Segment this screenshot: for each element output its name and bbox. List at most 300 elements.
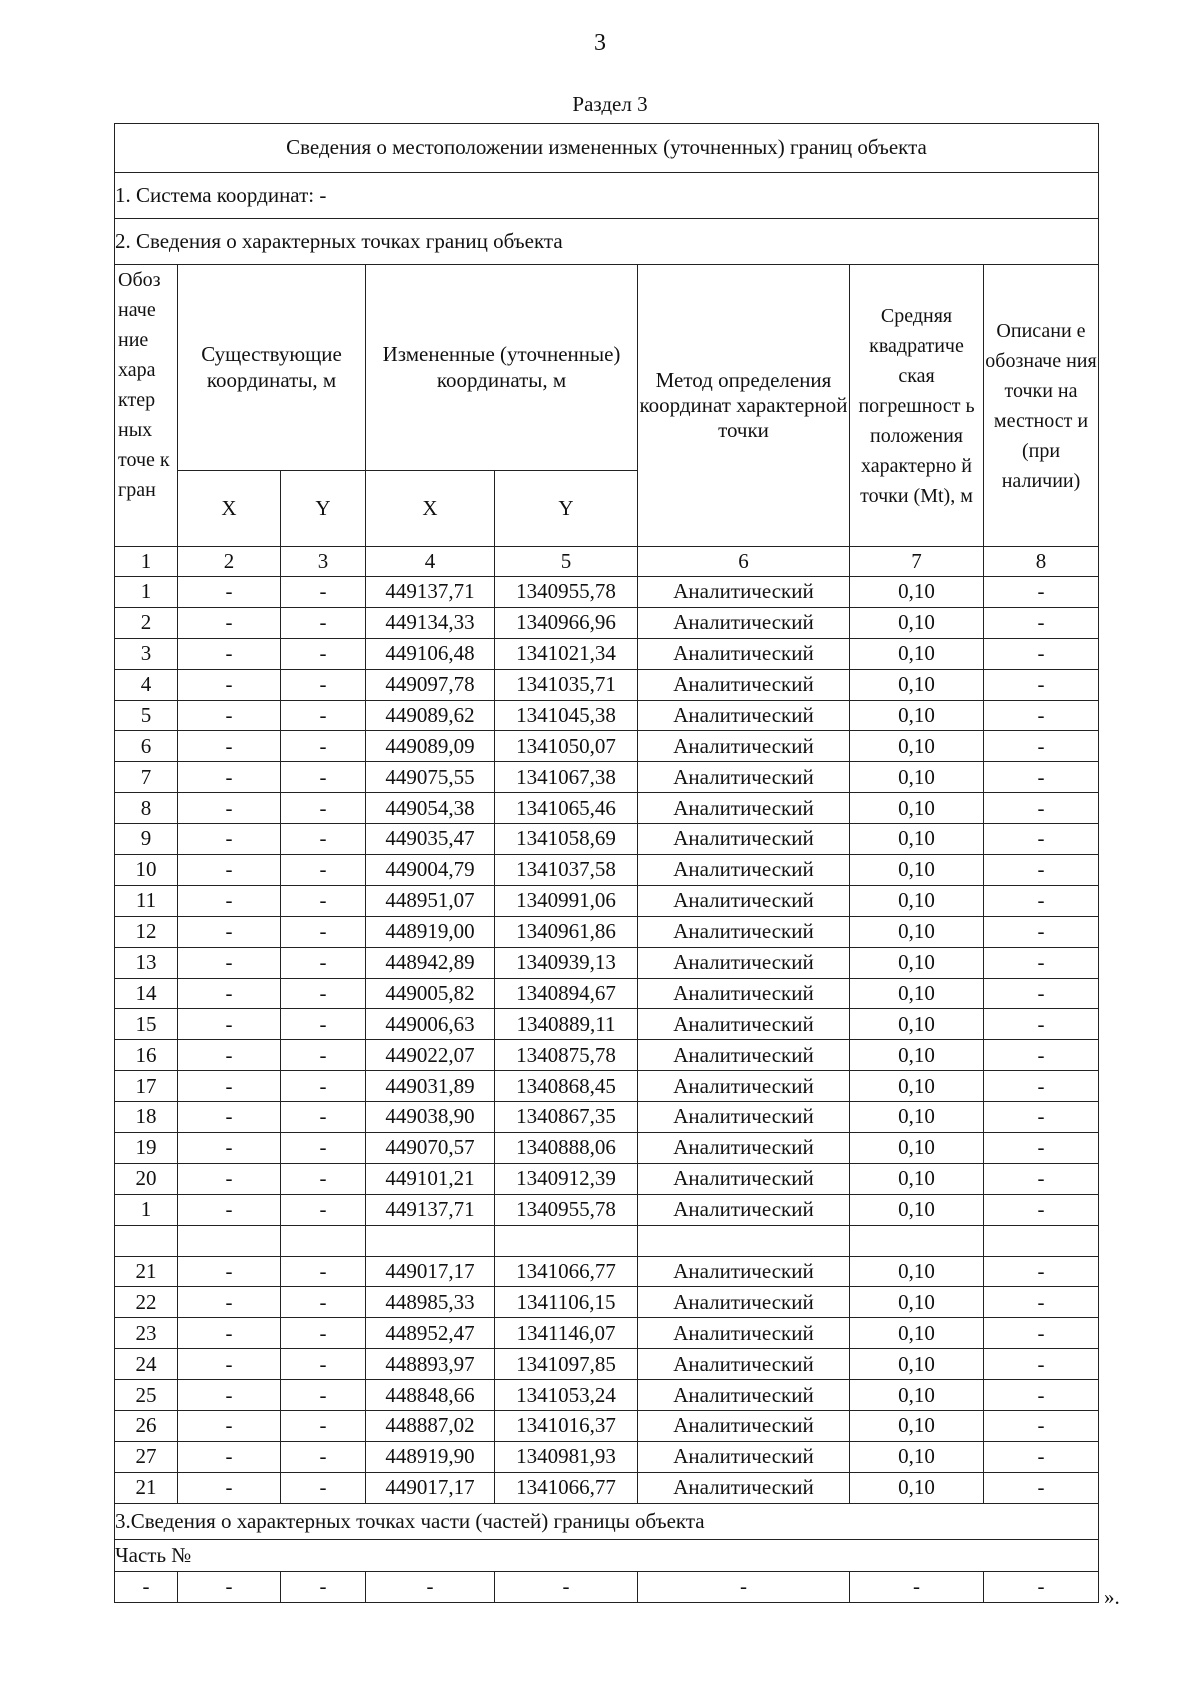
table-cell: 449097,78 bbox=[366, 669, 495, 700]
table-cell: Аналитический bbox=[638, 1287, 850, 1318]
table-cell: Аналитический bbox=[638, 1194, 850, 1225]
table-cell: - bbox=[178, 700, 281, 731]
table-cell: - bbox=[281, 1194, 366, 1225]
table-cell: - bbox=[984, 855, 1099, 886]
table-cell: - bbox=[281, 669, 366, 700]
parts-cell: - bbox=[638, 1571, 850, 1602]
table-cell: 1340955,78 bbox=[495, 577, 638, 608]
table-cell: - bbox=[984, 1040, 1099, 1071]
table-cell: 0,10 bbox=[850, 762, 984, 793]
table-cell: 15 bbox=[115, 1009, 178, 1040]
table-cell: 1341035,71 bbox=[495, 669, 638, 700]
table-cell: 449134,33 bbox=[366, 607, 495, 638]
table-cell: - bbox=[984, 978, 1099, 1009]
table-row bbox=[115, 793, 1099, 824]
table-cell: - bbox=[178, 1411, 281, 1442]
table-row bbox=[115, 669, 1099, 700]
table-cell: Аналитический bbox=[638, 1472, 850, 1503]
table-cell: 18 bbox=[115, 1102, 178, 1133]
table-cell: - bbox=[178, 978, 281, 1009]
table-cell: 0,10 bbox=[850, 1071, 984, 1102]
table-cell: 5 bbox=[115, 700, 178, 731]
table-cell: - bbox=[281, 731, 366, 762]
table-cell: 448952,47 bbox=[366, 1318, 495, 1349]
table-cell: 449022,07 bbox=[366, 1040, 495, 1071]
table-cell: - bbox=[281, 885, 366, 916]
table-cell: 1341106,15 bbox=[495, 1287, 638, 1318]
table-cell: Аналитический bbox=[638, 1411, 850, 1442]
table-cell: - bbox=[984, 1349, 1099, 1380]
table-cell: 0,10 bbox=[850, 947, 984, 978]
table-row bbox=[115, 1040, 1099, 1071]
table-row bbox=[115, 1256, 1099, 1287]
table-cell: - bbox=[178, 916, 281, 947]
table-cell: 7 bbox=[115, 762, 178, 793]
table-row bbox=[115, 1071, 1099, 1102]
table-cell: - bbox=[984, 731, 1099, 762]
table-cell: Аналитический bbox=[638, 669, 850, 700]
parts-cell: - bbox=[850, 1571, 984, 1602]
col-number: 8 bbox=[984, 547, 1099, 577]
table-cell: 0,10 bbox=[850, 1349, 984, 1380]
table-cell: 0,10 bbox=[850, 824, 984, 855]
table-row bbox=[115, 1225, 1099, 1256]
header-x-existing: X bbox=[178, 471, 281, 547]
col-number: 5 bbox=[495, 547, 638, 577]
table-cell: - bbox=[984, 1133, 1099, 1164]
table-row bbox=[115, 1380, 1099, 1411]
table-cell: - bbox=[281, 607, 366, 638]
table-cell: 0,10 bbox=[850, 1040, 984, 1071]
table-cell: - bbox=[984, 762, 1099, 793]
table-cell: 0,10 bbox=[850, 638, 984, 669]
table-cell: 1340981,93 bbox=[495, 1441, 638, 1472]
table-cell: 0,10 bbox=[850, 1441, 984, 1472]
table-cell: 1 bbox=[115, 577, 178, 608]
table-cell bbox=[281, 1225, 366, 1256]
table-cell: - bbox=[984, 1318, 1099, 1349]
table-cell: 448951,07 bbox=[366, 885, 495, 916]
table-cell: 1340888,06 bbox=[495, 1133, 638, 1164]
table-cell: 449035,47 bbox=[366, 824, 495, 855]
table-cell: Аналитический bbox=[638, 947, 850, 978]
table-row bbox=[115, 700, 1099, 731]
table-cell: 0,10 bbox=[850, 916, 984, 947]
table-cell: 1341050,07 bbox=[495, 731, 638, 762]
table-cell: 0,10 bbox=[850, 1009, 984, 1040]
table-cell: - bbox=[984, 700, 1099, 731]
table-cell: - bbox=[984, 638, 1099, 669]
table-cell: 449101,21 bbox=[366, 1163, 495, 1194]
table-cell: 0,10 bbox=[850, 1163, 984, 1194]
table-cell: - bbox=[281, 638, 366, 669]
table-cell: 9 bbox=[115, 824, 178, 855]
table-cell: 1341016,37 bbox=[495, 1411, 638, 1442]
col-number: 6 bbox=[638, 547, 850, 577]
table-cell: Аналитический bbox=[638, 1380, 850, 1411]
table-cell: 23 bbox=[115, 1318, 178, 1349]
table-cell: - bbox=[281, 1256, 366, 1287]
table-cell: - bbox=[178, 607, 281, 638]
table-cell: 1341021,34 bbox=[495, 638, 638, 669]
table-cell: 3 bbox=[115, 638, 178, 669]
table-cell: 10 bbox=[115, 855, 178, 886]
table-cell: - bbox=[984, 1009, 1099, 1040]
table-cell: - bbox=[178, 1349, 281, 1380]
table-cell: 20 bbox=[115, 1163, 178, 1194]
table-cell: - bbox=[178, 1318, 281, 1349]
table-cell: 448985,33 bbox=[366, 1287, 495, 1318]
table-cell: - bbox=[281, 1071, 366, 1102]
table-cell: 1341065,46 bbox=[495, 793, 638, 824]
table-cell: Аналитический bbox=[638, 762, 850, 793]
table-cell: - bbox=[178, 1071, 281, 1102]
table-cell: 0,10 bbox=[850, 1287, 984, 1318]
table-cell: - bbox=[178, 1163, 281, 1194]
table-title: Сведения о местоположении измененных (уточненных) границ объекта bbox=[115, 124, 1099, 173]
col-number: 4 bbox=[366, 547, 495, 577]
table-cell: Аналитический bbox=[638, 638, 850, 669]
table-cell: 19 bbox=[115, 1133, 178, 1164]
table-cell: - bbox=[178, 638, 281, 669]
table-cell: 1341045,38 bbox=[495, 700, 638, 731]
table-cell: 27 bbox=[115, 1441, 178, 1472]
part-label: Часть № bbox=[115, 1539, 1099, 1571]
header-y-existing: Y bbox=[281, 471, 366, 547]
table-cell: 21 bbox=[115, 1256, 178, 1287]
table-cell: - bbox=[178, 1472, 281, 1503]
table-cell: - bbox=[984, 1287, 1099, 1318]
table-cell: 0,10 bbox=[850, 1318, 984, 1349]
table-row bbox=[115, 1472, 1099, 1503]
table-cell: 0,10 bbox=[850, 1256, 984, 1287]
table-cell: 449075,55 bbox=[366, 762, 495, 793]
table-cell bbox=[115, 1225, 178, 1256]
table-cell bbox=[850, 1225, 984, 1256]
table-cell: - bbox=[984, 1194, 1099, 1225]
table-cell: - bbox=[984, 1163, 1099, 1194]
table-cell: 1340955,78 bbox=[495, 1194, 638, 1225]
table-cell: Аналитический bbox=[638, 1441, 850, 1472]
table-cell: 449038,90 bbox=[366, 1102, 495, 1133]
table-cell: - bbox=[178, 731, 281, 762]
table-row bbox=[115, 978, 1099, 1009]
table-cell: Аналитический bbox=[638, 855, 850, 886]
table-cell: - bbox=[178, 1009, 281, 1040]
table-cell: 26 bbox=[115, 1411, 178, 1442]
table-cell: - bbox=[281, 1009, 366, 1040]
table-row bbox=[115, 1349, 1099, 1380]
table-cell: 1340867,35 bbox=[495, 1102, 638, 1133]
table-cell: Аналитический bbox=[638, 1133, 850, 1164]
table-cell: 21 bbox=[115, 1472, 178, 1503]
table-cell: 448893,97 bbox=[366, 1349, 495, 1380]
parts-row bbox=[115, 1571, 1099, 1602]
table-cell: Аналитический bbox=[638, 607, 850, 638]
table-cell: - bbox=[178, 793, 281, 824]
table-cell: - bbox=[984, 793, 1099, 824]
table-cell: 0,10 bbox=[850, 1380, 984, 1411]
table-cell: 1340966,96 bbox=[495, 607, 638, 638]
header-x-changed: X bbox=[366, 471, 495, 547]
table-cell: - bbox=[984, 1441, 1099, 1472]
table-row bbox=[115, 1133, 1099, 1164]
table-cell: - bbox=[984, 1102, 1099, 1133]
table-cell: 1340894,67 bbox=[495, 978, 638, 1009]
table-cell: - bbox=[281, 1441, 366, 1472]
table-cell: 0,10 bbox=[850, 669, 984, 700]
table-cell: 0,10 bbox=[850, 731, 984, 762]
table-cell: 0,10 bbox=[850, 1411, 984, 1442]
table-cell: 22 bbox=[115, 1287, 178, 1318]
table-cell: Аналитический bbox=[638, 885, 850, 916]
table-cell: - bbox=[984, 916, 1099, 947]
table-row bbox=[115, 1318, 1099, 1349]
table-cell: 448919,90 bbox=[366, 1441, 495, 1472]
page-number: 3 bbox=[594, 30, 606, 56]
table-cell: Аналитический bbox=[638, 577, 850, 608]
col-number: 2 bbox=[178, 547, 281, 577]
table-cell: - bbox=[984, 669, 1099, 700]
table-cell: - bbox=[984, 947, 1099, 978]
table-cell: - bbox=[281, 1102, 366, 1133]
table-cell: - bbox=[281, 1349, 366, 1380]
table-cell: - bbox=[281, 947, 366, 978]
table-cell: 25 bbox=[115, 1380, 178, 1411]
table-row bbox=[115, 1411, 1099, 1442]
col-number: 7 bbox=[850, 547, 984, 577]
table-cell: Аналитический bbox=[638, 793, 850, 824]
table-cell: 449031,89 bbox=[366, 1071, 495, 1102]
table-cell: 449106,48 bbox=[366, 638, 495, 669]
table-cell: - bbox=[178, 885, 281, 916]
table-cell: 0,10 bbox=[850, 855, 984, 886]
table-cell: - bbox=[178, 1256, 281, 1287]
table-cell: 449070,57 bbox=[366, 1133, 495, 1164]
table-cell bbox=[495, 1225, 638, 1256]
table-cell: - bbox=[178, 577, 281, 608]
table-cell: - bbox=[281, 1133, 366, 1164]
table-cell: 24 bbox=[115, 1349, 178, 1380]
table-row bbox=[115, 731, 1099, 762]
table-cell: - bbox=[178, 1194, 281, 1225]
table-cell: 2 bbox=[115, 607, 178, 638]
table-cell: - bbox=[984, 824, 1099, 855]
table-cell: 448887,02 bbox=[366, 1411, 495, 1442]
table-row bbox=[115, 947, 1099, 978]
parts-cell: - bbox=[178, 1571, 281, 1602]
table-cell: 0,10 bbox=[850, 1133, 984, 1164]
table-cell: 448848,66 bbox=[366, 1380, 495, 1411]
table-cell: 13 bbox=[115, 947, 178, 978]
table-cell bbox=[638, 1225, 850, 1256]
table-cell: - bbox=[281, 577, 366, 608]
col-number: 3 bbox=[281, 547, 366, 577]
table-cell: 449005,82 bbox=[366, 978, 495, 1009]
table-row bbox=[115, 607, 1099, 638]
table-cell: - bbox=[984, 577, 1099, 608]
table-cell: Аналитический bbox=[638, 1318, 850, 1349]
table-cell: 1340868,45 bbox=[495, 1071, 638, 1102]
table-cell: Аналитический bbox=[638, 1009, 850, 1040]
table-cell: 449054,38 bbox=[366, 793, 495, 824]
table-cell: - bbox=[281, 1163, 366, 1194]
table-cell: 449137,71 bbox=[366, 1194, 495, 1225]
table-cell: Аналитический bbox=[638, 1256, 850, 1287]
table-cell: 0,10 bbox=[850, 885, 984, 916]
table-cell: - bbox=[178, 1133, 281, 1164]
header-y-changed: Y bbox=[495, 471, 638, 547]
table-cell: 1340939,13 bbox=[495, 947, 638, 978]
table-cell: 448919,00 bbox=[366, 916, 495, 947]
table-cell: - bbox=[281, 1472, 366, 1503]
table-cell: - bbox=[281, 855, 366, 886]
table-cell: 1341146,07 bbox=[495, 1318, 638, 1349]
table-cell: 16 bbox=[115, 1040, 178, 1071]
table-cell: - bbox=[281, 1411, 366, 1442]
table-cell: Аналитический bbox=[638, 978, 850, 1009]
table-cell: - bbox=[281, 793, 366, 824]
header-point-designation: Обоз наче ние хара ктер ных точе к гран bbox=[115, 265, 178, 547]
table-row bbox=[115, 824, 1099, 855]
table-cell: - bbox=[281, 916, 366, 947]
table-row bbox=[115, 1163, 1099, 1194]
table-cell: 0,10 bbox=[850, 1102, 984, 1133]
table-cell: 449004,79 bbox=[366, 855, 495, 886]
table-cell: 1 bbox=[115, 1194, 178, 1225]
table-cell: - bbox=[984, 885, 1099, 916]
table-cell: 449017,17 bbox=[366, 1472, 495, 1503]
table-row bbox=[115, 1194, 1099, 1225]
table-cell: 4 bbox=[115, 669, 178, 700]
table-cell: - bbox=[281, 1318, 366, 1349]
table-cell: 1341053,24 bbox=[495, 1380, 638, 1411]
column-numbers-row bbox=[115, 547, 1099, 577]
table-cell: 448942,89 bbox=[366, 947, 495, 978]
table-cell: 449137,71 bbox=[366, 577, 495, 608]
table-cell: 1340991,06 bbox=[495, 885, 638, 916]
table-cell bbox=[178, 1225, 281, 1256]
table-cell: - bbox=[984, 1256, 1099, 1287]
table-cell: Аналитический bbox=[638, 1040, 850, 1071]
table-cell: Аналитический bbox=[638, 700, 850, 731]
table-cell: - bbox=[178, 824, 281, 855]
table-cell: 0,10 bbox=[850, 1194, 984, 1225]
table-cell: 1340961,86 bbox=[495, 916, 638, 947]
table-cell: Аналитический bbox=[638, 916, 850, 947]
table-cell: 1341058,69 bbox=[495, 824, 638, 855]
table-cell: - bbox=[984, 607, 1099, 638]
table-cell: 0,10 bbox=[850, 793, 984, 824]
table-cell: 449089,62 bbox=[366, 700, 495, 731]
table-cell: - bbox=[178, 1287, 281, 1318]
header-changed-coords: Измененные (уточненные) координаты, м bbox=[366, 265, 638, 471]
table-cell: - bbox=[984, 1071, 1099, 1102]
table-cell: 0,10 bbox=[850, 700, 984, 731]
table-cell: 8 bbox=[115, 793, 178, 824]
table-cell: - bbox=[281, 1380, 366, 1411]
table-cell: Аналитический bbox=[638, 1349, 850, 1380]
table-cell bbox=[984, 1225, 1099, 1256]
table-cell: 17 bbox=[115, 1071, 178, 1102]
header-mean-error: Средняя квадратиче ская погрешност ь положения характерно й точки (Mt), м bbox=[850, 265, 984, 547]
table-cell: Аналитический bbox=[638, 731, 850, 762]
parts-cell: - bbox=[281, 1571, 366, 1602]
table-cell: Аналитический bbox=[638, 1102, 850, 1133]
table-row bbox=[115, 762, 1099, 793]
table-cell: 0,10 bbox=[850, 607, 984, 638]
table-cell bbox=[366, 1225, 495, 1256]
table-cell: - bbox=[281, 700, 366, 731]
table-row bbox=[115, 1009, 1099, 1040]
col-number: 1 bbox=[115, 547, 178, 577]
table-row bbox=[115, 855, 1099, 886]
boundary-table bbox=[114, 123, 1099, 1603]
closing-quote: ». bbox=[1104, 1585, 1120, 1609]
table-cell: - bbox=[281, 1040, 366, 1071]
table-cell: 449089,09 bbox=[366, 731, 495, 762]
table-cell: 449017,17 bbox=[366, 1256, 495, 1287]
header-description: Описани е обозначе ния точки на местност и (при наличии) bbox=[984, 265, 1099, 547]
table-cell: 1340912,39 bbox=[495, 1163, 638, 1194]
table-cell: Аналитический bbox=[638, 1163, 850, 1194]
table-cell: 11 bbox=[115, 885, 178, 916]
table-cell: Аналитический bbox=[638, 1071, 850, 1102]
parts-cell: - bbox=[984, 1571, 1099, 1602]
table-cell: 1340875,78 bbox=[495, 1040, 638, 1071]
table-cell: 12 bbox=[115, 916, 178, 947]
parts-cell: - bbox=[366, 1571, 495, 1602]
table-cell: - bbox=[178, 762, 281, 793]
parts-cell: - bbox=[495, 1571, 638, 1602]
points-heading: 2. Сведения о характерных точках границ объекта bbox=[115, 219, 1099, 265]
table-cell: - bbox=[178, 669, 281, 700]
table-cell: 6 bbox=[115, 731, 178, 762]
table-cell: 1341066,77 bbox=[495, 1256, 638, 1287]
table-row bbox=[115, 885, 1099, 916]
table-cell: - bbox=[178, 947, 281, 978]
table-row bbox=[115, 916, 1099, 947]
table-cell: - bbox=[178, 1441, 281, 1472]
table-cell: 1340889,11 bbox=[495, 1009, 638, 1040]
table-row bbox=[115, 577, 1099, 608]
header-existing-coords: Существующие координаты, м bbox=[178, 265, 366, 471]
table-cell: 0,10 bbox=[850, 577, 984, 608]
table-row bbox=[115, 1102, 1099, 1133]
table-cell: - bbox=[281, 978, 366, 1009]
table-row bbox=[115, 1441, 1099, 1472]
table-row bbox=[115, 1287, 1099, 1318]
table-cell: - bbox=[984, 1380, 1099, 1411]
table-cell: 1341097,85 bbox=[495, 1349, 638, 1380]
table-cell: 1341067,38 bbox=[495, 762, 638, 793]
table-cell: 0,10 bbox=[850, 978, 984, 1009]
section-title: Раздел 3 bbox=[572, 92, 648, 116]
table-cell: - bbox=[178, 1040, 281, 1071]
table-cell: 449006,63 bbox=[366, 1009, 495, 1040]
table-cell: 0,10 bbox=[850, 1472, 984, 1503]
table-row bbox=[115, 638, 1099, 669]
table-cell: 14 bbox=[115, 978, 178, 1009]
table-cell: - bbox=[281, 762, 366, 793]
parts-cell: - bbox=[115, 1571, 178, 1602]
table-cell: - bbox=[984, 1411, 1099, 1442]
table-cell: - bbox=[178, 855, 281, 886]
table-cell: - bbox=[178, 1102, 281, 1133]
table-cell: Аналитический bbox=[638, 824, 850, 855]
table-cell: - bbox=[984, 1472, 1099, 1503]
table-cell: - bbox=[281, 824, 366, 855]
